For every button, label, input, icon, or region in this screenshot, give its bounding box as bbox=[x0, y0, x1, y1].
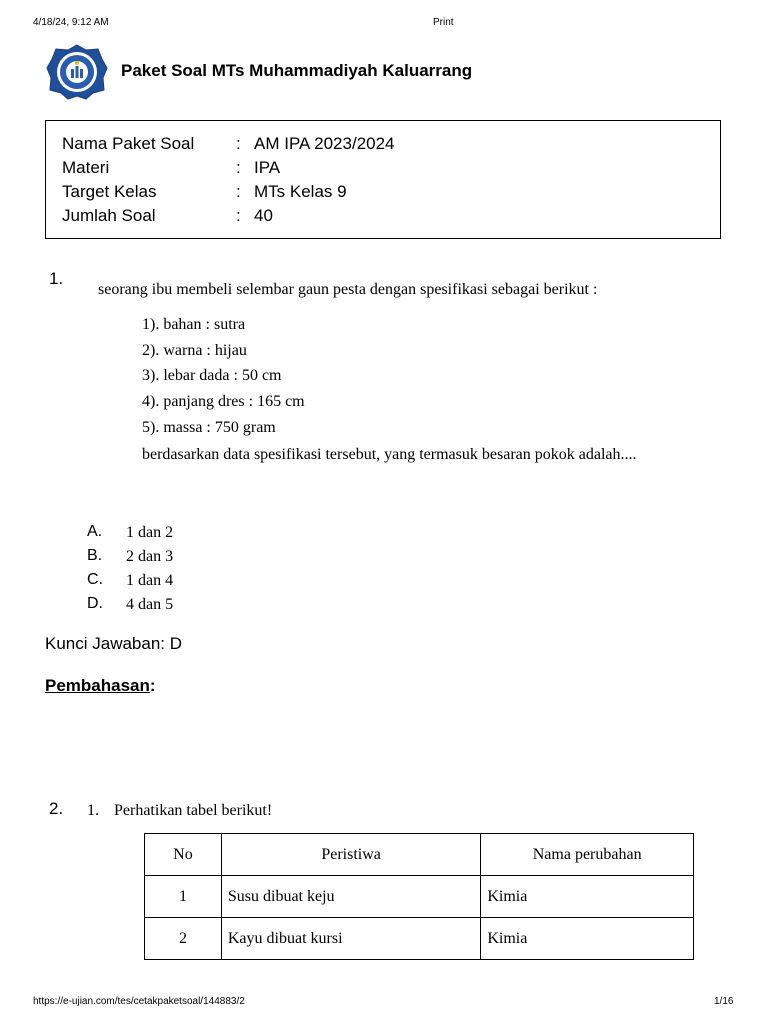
print-title: Print bbox=[433, 17, 454, 28]
info-colon: : bbox=[236, 134, 241, 153]
option-text-a: 1 dan 2 bbox=[126, 524, 174, 541]
info-colon: : bbox=[236, 158, 241, 177]
info-label: Target Kelas bbox=[62, 182, 157, 201]
table-header-row bbox=[145, 834, 694, 876]
option-letter-a: A. bbox=[87, 523, 103, 540]
info-value: 40 bbox=[254, 206, 273, 225]
table-header-cell: No bbox=[145, 834, 222, 876]
spec-item: 1). bahan : sutra bbox=[142, 316, 246, 333]
info-colon: : bbox=[236, 206, 241, 225]
spec-item: 4). panjang dres : 165 cm bbox=[142, 393, 305, 410]
option-letter-d: D. bbox=[87, 595, 103, 612]
table-row bbox=[145, 918, 694, 960]
question-intro: seorang ibu membeli selembar gaun pesta dengan spesifikasi sebagai berikut : bbox=[98, 281, 598, 298]
info-value: IPA bbox=[254, 158, 281, 177]
question-number: 2. bbox=[49, 799, 64, 818]
option-text-c: 1 dan 4 bbox=[126, 572, 174, 589]
page-number: 1/16 bbox=[714, 996, 734, 1007]
option-text-d: 4 dan 5 bbox=[126, 596, 174, 613]
discussion-heading bbox=[45, 676, 156, 696]
question-number: 1. bbox=[49, 269, 64, 288]
table-cell: Kimia bbox=[481, 876, 694, 918]
info-value: MTs Kelas 9 bbox=[254, 182, 347, 201]
spec-item: 5). massa : 750 gram bbox=[142, 419, 276, 436]
spec-item: 2). warna : hijau bbox=[142, 342, 247, 359]
table-cell: 2 bbox=[145, 918, 222, 960]
discussion-label: Pembahasan bbox=[45, 676, 150, 695]
info-colon: : bbox=[236, 182, 241, 201]
question-text: berdasarkan data spesifikasi tersebut, yang termasuk besaran pokok adalah.... bbox=[142, 446, 637, 463]
option-text-b: 2 dan 3 bbox=[126, 548, 174, 565]
doc-title: Paket Soal MTs Muhammadiyah Kaluarrang bbox=[121, 61, 473, 80]
answer-key: Kunci Jawaban: D bbox=[45, 634, 183, 653]
table-cell: Kayu dibuat kursi bbox=[221, 918, 480, 960]
info-label: Jumlah Soal bbox=[62, 206, 156, 225]
spec-item: 3). lebar dada : 50 cm bbox=[142, 367, 282, 384]
table-cell: Kimia bbox=[481, 918, 694, 960]
print-url[interactable]: https://e-ujian.com/tes/cetakpaketsoal/144883/2 bbox=[33, 996, 245, 1007]
table-cell: Susu dibuat keju bbox=[221, 876, 480, 918]
sub-question-number: 1. bbox=[87, 802, 99, 819]
info-label: Materi bbox=[62, 158, 110, 177]
muhammadiyah-logo-icon bbox=[46, 44, 108, 100]
table-row bbox=[145, 876, 694, 918]
info-value: AM IPA 2023/2024 bbox=[254, 134, 395, 153]
package-info-box bbox=[45, 120, 721, 239]
table-header-cell: Nama perubahan bbox=[481, 834, 694, 876]
info-label: Nama Paket Soal bbox=[62, 134, 195, 153]
print-datetime: 4/18/24, 9:12 AM bbox=[33, 17, 109, 28]
option-letter-c: C. bbox=[87, 571, 103, 588]
table-cell: 1 bbox=[145, 876, 222, 918]
question-intro: Perhatikan tabel berikut! bbox=[114, 802, 273, 819]
option-letter-b: B. bbox=[87, 547, 103, 564]
table-header-cell: Peristiwa bbox=[221, 834, 480, 876]
change-table bbox=[144, 833, 694, 960]
discussion-colon: : bbox=[149, 676, 156, 695]
